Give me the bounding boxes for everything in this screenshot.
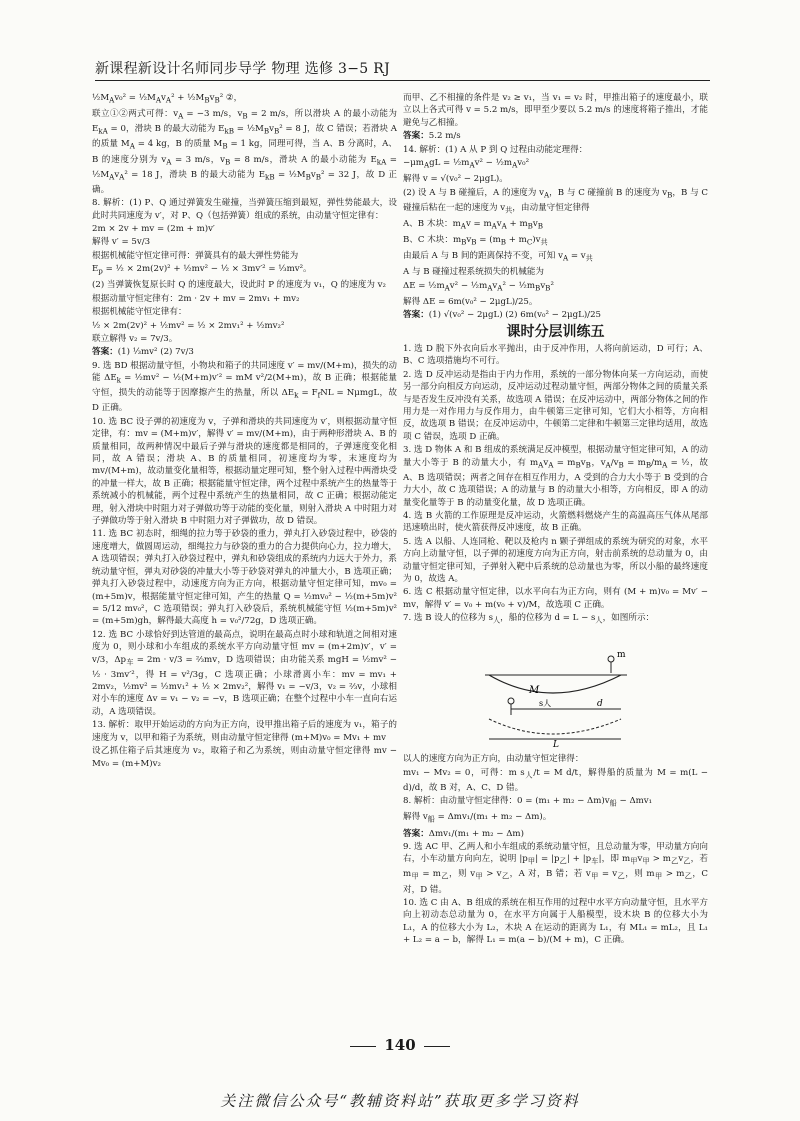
- paragraph: 9. 选 BD 根据动量守恒，小物块和箱子的共同速度 v′ = mv/(M+m)，损失的动能 $\Delta E_k$ = ½mv² − ½(M+m)v′² = mM v²/2(M+m)，故 B 正确；根据能量守恒，损失的动能等于因摩擦产生的热量，所以 $\Delta E_k = F_fNL = N\mu mgL$，故 D 正确。: [92, 360, 397, 414]
- paragraph: 根据机械能守恒定律可得：弹簧具有的最大弹性势能为: [92, 250, 299, 261]
- boat-person-figure: [471, 631, 641, 749]
- paragraph: 7. 选 B 设人的位移为 $s_人$，船的位移为 $d = L - s_人$，如图所示：: [403, 613, 655, 625]
- paragraph: 联立解得 v₂ = 7v/3。: [92, 333, 178, 344]
- paragraph: 4. 选 B 火箭的工作原理是反冲运动，火箭燃料燃烧产生的高温高压气体从尾部迅速喷出时，使火箭获得反冲速度，故 B 正确。: [403, 510, 708, 534]
- paragraph: 14. 解析：(1) A 从 P 到 Q 过程由动能定理得：: [403, 144, 588, 155]
- paragraph: 2. 选 D 反冲运动是指由于内力作用，系统的一部分物体向某一方向运动，而使另一部分向相反方向运动，反冲运动过程动量守恒，两部分物体之间的质量关系与是否发生反冲没有关系，故选项 A 错误；在反冲运动中，两部分物体之间的作用力是一对作用力与反作用力，由牛顿第三定律可知，它们大小相等，方向相反，故选项 B 错误；在反冲运动中，牛顿第二定律和牛顿第三定律均适用，故选项 C 错误，选项 D 正确。: [403, 369, 708, 442]
- paragraph: 1. 选 D 脱下外衣向后水平抛出，由于反冲作用，人将向前运动，D 可行；A、B、C 选项措施均不可行。: [403, 343, 708, 367]
- paragraph: 答案：(1) √(v₀² − 2μgL) (2) 6m(v₀² − 2μgL)/25: [403, 310, 602, 321]
- paragraph: 设乙抓住箱子后其速度为 v₂，取箱子和乙为系统，则由动量守恒定律得 mv − Mv₀ = (m+M)v₂: [92, 746, 397, 769]
- paragraph: 10. 选 C 由 A、B 组成的系统在相互作用的过程中水平方向动量守恒，且水平方向上初动态总动量为 0，在水平方向属于人船模型，设木块 B 的位移大小为 L₁，A 的位移大小为 L₂，木块 A 在运动的距离为 L₁，有 ML₁ = mL₂，且 L₁ + L₂ = a − b，解得 L₁ = m(a − b)/(M + m)，C 正确。: [403, 897, 708, 946]
- paragraph: 解得 $v_船 = \Delta mv_1/(m_1 + m_2 - \Delta m)$。: [403, 812, 552, 825]
- paragraph: 12. 选 BC 小球恰好到达管道的最高点，说明在最高点时小球和轨道之间相对速度为 0，则小球和小车组成的系统水平方向动量守恒 mv = (m+2m)v′，v′ = v/3，$\Delta p_车 = 2m \cdot v/3$ = ⅔mv，D 选项错误；由功能关系 mgH = ½mv² − ½ · 3mv′²，得 H = v²/3g，C 选项正确；小球滑离小车：mv = mv₁ + 2mv₂，½mv² = ½mv₁² + ½ × 2mv₂²，解得 v₁ = −v/3，v₂ = ⅔v，小球相对小车的速度 Δv = v₁ − v₂ = −v，B 选项正确；在整个过程中小车一直向右运动，A 选项错误。: [92, 629, 397, 717]
- paragraph: 根据动量守恒定律有：2m · 2v + mv = 2mv₁ + mv₂: [92, 293, 300, 304]
- paragraph: 解得 v′ = 5v/3: [92, 237, 151, 248]
- left-column: [92, 92, 397, 771]
- paragraph: 解得 ΔE = 6m(v₀² − 2μgL)/25。: [403, 296, 538, 307]
- page-number: 140: [384, 1036, 416, 1054]
- paragraph: 9. 选 AC 甲、乙两人和小车组成的系统动量守恒，且总动量为零，甲动量方向向右，小车动量方向向左，说明 $|p_甲| = |p_乙| + |p_车|$，即 $m_甲v_甲 > m_乙v_乙$，若 $m_甲 = m_乙$，则 $v_甲 > v_乙$，A 对，B 错；若 $v_甲 = v_乙$，则 $m_甲 > m_乙$，C 对，D 错。: [403, 841, 709, 895]
- paragraph: $\frac{1}{2}M_Av_0^2$ = $\frac{1}{2}M_Av_A^2$ + $\frac{1}{2}M_Bv_B^2$ ②，: [92, 93, 243, 105]
- page-header: 新课程新设计名师同步导学 物理 选修 3−5 RJ: [95, 61, 390, 77]
- paragraph: A 与 B 碰撞过程系统损失的机械能为: [403, 267, 545, 278]
- paragraph: 根据机械能守恒定律有：: [92, 307, 187, 318]
- footer-note: 关注微信公众号“教辅资料站”获取更多学习资料: [220, 1092, 580, 1110]
- header-rule: [95, 80, 710, 81]
- paragraph: ½ × 2m(2v)² + ½mv² = ½ × 2mv₁² + ½mv₂²: [92, 320, 285, 331]
- paragraph: 由最后 A 与 B 间的距离保持不变，可知 $v_A = v_共$: [403, 251, 593, 263]
- fig-label-L: L: [552, 740, 559, 750]
- paragraph: 答案：(1) ⅓mv² (2) 7v/3: [92, 347, 194, 358]
- paragraph: 5. 选 A 以船、人连同枪、靶以及枪内 n 颗子弹组成的系统为研究的对象，水平方向上动量守恒，以子弹的初速度方向为正方向，射击前系统的总动量为 0，由动量守恒定律可知，子弹射入靶中后系统的总动量也为零，所以小船的最终速度为 0，故选 A。: [403, 536, 708, 584]
- paragraph: A、B 木块：$m_Av = m_Av_A + m_Bv_B$: [403, 218, 544, 231]
- fig-label-M: M: [528, 685, 539, 697]
- paragraph: 6. 选 C 根据动量守恒定律，以水平向右为正方向，则有 (M + m)v₀ = Mv′ − mv，解得 v′ = v₀ + m(v₀ + v)/M，故选项 C 正确。: [403, 587, 708, 610]
- paragraph: mv₁ − Mv₂ = 0，可得：m $s_人/t = M$ d/t，解得船的质量为 M = m(L − d)/d，故 B 对，A、C、D 错。: [403, 767, 709, 793]
- paragraph: 答案：5.2 m/s: [403, 131, 461, 142]
- paragraph: $E_p$ = ½ × 2m(2v)² + ½mv² − ½ × 3mv′² = ⅓mv²。: [92, 264, 312, 276]
- paragraph: 解得 v = √(v₀² − 2μgL)。: [403, 174, 508, 185]
- paragraph: 11. 选 BC 初态时，细绳的拉力等于砂袋的重力，弹丸打入砂袋过程中，砂袋的速度增大，做圆周运动，细绳拉力与砂袋的重力的合力提供向心力，拉力增大，A 选项错误；弹丸打入砂袋过程中，弹丸和砂袋组成的系统内力远大于外力，系统动量守恒，弹丸对砂袋的冲量大小等于砂袋对弹丸的冲量大小，B 选项正确；弹丸打入砂袋过程中，动速度方向为正方向，根据动量守恒定律可知，mv₀ = (m+5m)v，根据能量守恒定律可知，产生的热量 Q = ½mv₀² − ½(m+5m)v² = 5/12 mv₀²，C 选项错误；弹丸打入砂袋后，系统机械能守恒 ½(m+5m)v² = (m+5m)gh，解得最大高度 h = v₀²/72g，D 选项正确。: [92, 529, 397, 627]
- paragraph: $-\mu m_AgL$ = $\frac{1}{2}m_Av^2$ − $\frac{1}{2}m_Av_0^2$: [403, 158, 530, 170]
- fig-label-d: d: [596, 699, 603, 710]
- paragraph: (2) 当弹簧恢复原长时 Q 的速度最大，设此时 P 的速度为 v₁，Q 的速度为 v₂: [92, 280, 386, 291]
- paragraph: 8. 解析：(1) P、Q 通过弹簧发生碰撞，当弹簧压缩到最短，弹性势能最大，设此时共同速度为 v′，对 P、Q（包括弹簧）组成的系统，由动量守恒定律有：: [92, 198, 397, 221]
- page-number-row: [0, 1036, 800, 1054]
- fig-label-s: s人: [538, 699, 551, 709]
- paragraph: 13. 解析：取甲开始运动的方向为正方向，设甲推出箱子后的速度为 v₁，箱子的速度为 v，以甲和箱子为系统，则由动量守恒定律得 (m+M)v₀ = Mv₁ + mv: [92, 720, 397, 743]
- paragraph: 2m × 2v + mv = (2m + m)v′: [92, 223, 215, 234]
- paragraph: $\Delta E = \frac{1}{2}m_Av^2$ − $\frac{1}{2}m_Av_A^2$ − $\frac{1}{2}m_Bv_B^2$: [403, 280, 554, 293]
- paragraph: 3. 选 D 物体 A 和 B 组成的系统满足反冲模型，根据动量守恒定律可知，A 的动量大小等于 B 的动量大小，有 $m_Av_A = m_Bv_B$，$v_A/v_B = m_B/m_A$ = ½，故 A、B 选项错误；两者之间存在相互作用力，A 受到的合力大小等于 B 受到的合力大小，故 C 选项错误；A 的动量与 B 的动量大小相等，方向相反，即 A 的动量变化量等于 B 的动量变化量，故 D 选项正确。: [403, 445, 708, 508]
- paragraph: 答案：Δmv₁/(m₁ + m₂ − Δm): [403, 828, 524, 839]
- right-column: [403, 92, 708, 948]
- paragraph: 联立①②两式可得：$v_A = -3$ m/s，$v_B = 2$ m/s，所以滑块 A 的最小动能为 $E_{kA} = 0$，滑块 B 的最大动能为 $E_{kB}$ = $\frac{1}{2}M_Bv_B^2 = 8$ J，故 C 错误；若滑块 A 的质量 $M_A = 4$ kg，B 的质量 $M_B = 1$ kg，同理可得，当 A、B 分离时，A、B 的速度分别为 $v_A = 3$ m/s，$v_B = 8$ m/s，滑块 A 的最小动能为 $E_{kA}$ = $\frac{1}{2}M_Av_A^2 = 18$ J，滑块 B 的最大动能为 $E_{kB}$ = $\frac{1}{2}M_Bv_B^2 = 32$ J，故 D 正确。: [92, 109, 398, 195]
- paragraph: 而甲、乙不相撞的条件是 v₂ ≥ v₁，当 v₁ = v₂ 时，甲推出箱子的速度最小，联立以上各式可得 v = 5.2 m/s，即甲至少要以 5.2 m/s 的速度将箱子推出，才能避免与乙相撞。: [403, 93, 708, 128]
- paragraph: (2) 设 A 与 B 碰撞后，A 的速度为 $v_A$，B 与 C 碰撞前 B 的速度为 $v_B$，B 与 C 碰撞后粘在一起的速度为 $v_共$，由动量守恒定律得: [403, 187, 708, 215]
- paragraph: 10. 选 BC 设子弹的初速度为 v，子弹和滑块的共同速度为 v′，则根据动量守恒定律，有：mv = (M+m)v′，解得 v′ = mv/(M+m)，由于两种形滑块 A、B 的质量相同，故两种情况中最后子弹与滑块的速度都是相同的，子弹速度变化相同，故 A 错误；滑块 A、B 的质量相同，初速度均为零，末速度均为 mv/(M+m)，故动量变化量相等，根据动量定理可知，整个射入过程中两滑块受的冲量一样大，故 B 正确；根据能量守恒定律，两个过程中系统产生的热量等于系统减小的机械能，两个过程中系统产生的热量相同，故 C 正确；根据动能定理，射入滑块中时阻力对子弹做功等于动能的变化量，则射入滑块 A 中时阻力对子弹做功等于射入滑块 B 中时阻力对子弹做功，故 D 错误。: [92, 416, 397, 527]
- paragraph: 8. 解析：由动量守恒定律得：$0 = (m_1 + m_2 - \Delta m)v_船 - \Delta mv_1$: [403, 796, 653, 808]
- section-title: 课时分层训练五: [506, 323, 605, 340]
- fig-label-m: m: [616, 650, 626, 661]
- paragraph: 以人的速度方向为正方向，由动量守恒定律得：: [403, 754, 584, 765]
- paragraph: B、C 木块：$m_Bv_B = (m_B + m_C)v_共$: [403, 234, 548, 247]
